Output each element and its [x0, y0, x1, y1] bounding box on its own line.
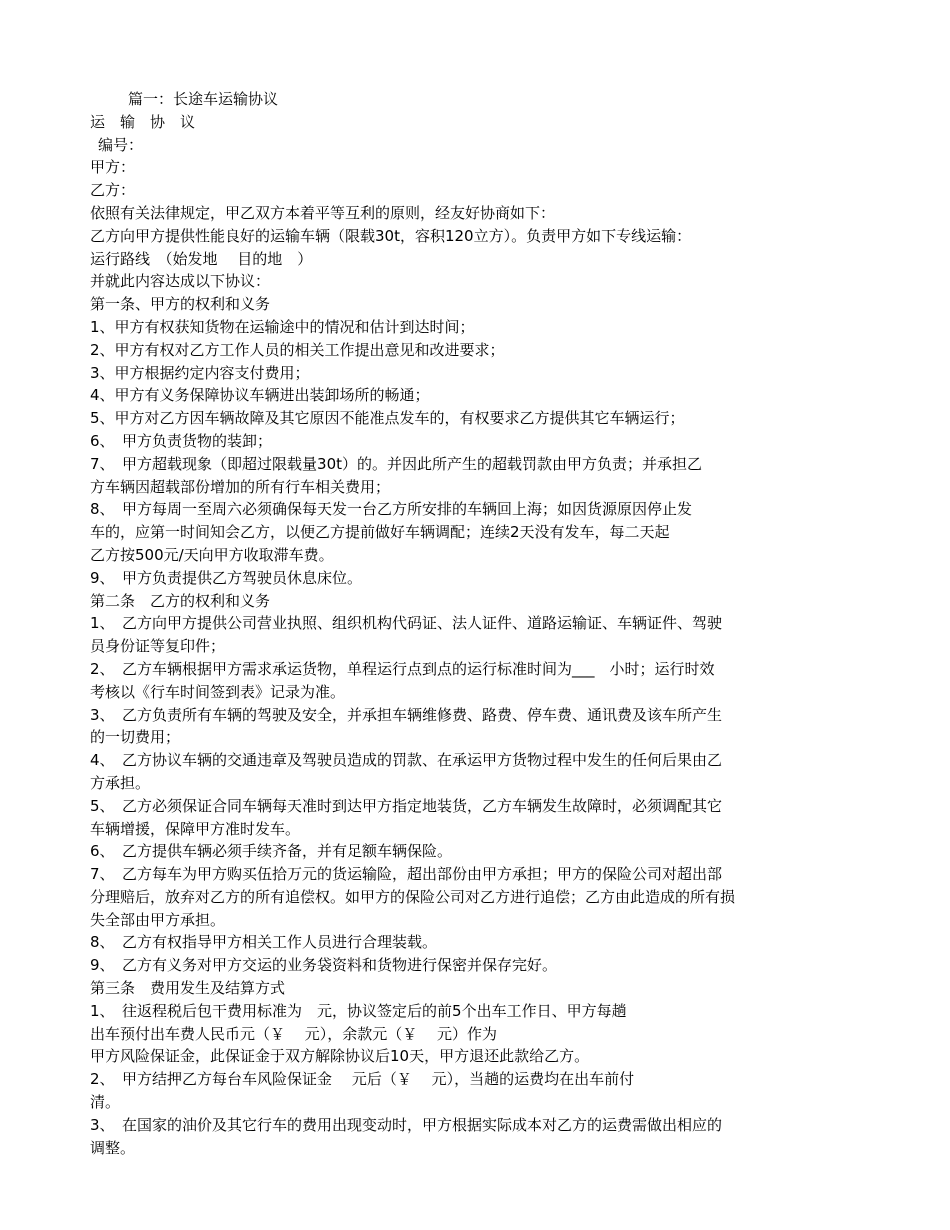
clause-line: 车辆增援，保障甲方准时发车。 [90, 819, 301, 838]
clause-line: 车的，应第一时间知会乙方，以便乙方提前做好车辆调配；连续2天没有发车，每二天起 [90, 523, 670, 542]
clause-line: 1、 往返程税后包干费用标准为 元，协议签定后的前5个出车工作日、甲方每趟 [90, 1001, 627, 1020]
clause-line: 乙方按500元/天向甲方收取滞车费。 [90, 545, 334, 564]
clause-line: 1、甲方有权获知货物在运输途中的情况和估计到达时间； [90, 317, 475, 336]
document-heading: 篇一：长途车运输协议 [128, 90, 279, 108]
clause-line: 7、 甲方超载现象（即超过限载量30t）的。并因此所产生的超载罚款由甲方负责；并承担乙 [90, 454, 703, 473]
clause-line: 调整。 [90, 1138, 136, 1157]
clause-line: 的一切费用； [90, 728, 181, 747]
clause-line: 3、甲方根据约定内容支付费用； [90, 363, 310, 382]
clause-line: 方车辆因超载部份增加的所有行车相关费用； [90, 477, 391, 496]
paragraph-line: 乙方向甲方提供性能良好的运输车辆（限载30t，容积120立方）。负责甲方如下专线运输： [90, 226, 692, 245]
clause-line: 9、 乙方有义务对甲方交运的业务袋资料和货物进行保密并保存完好。 [90, 956, 558, 975]
clause-line: 失全部由甲方承担。 [90, 910, 226, 929]
clause-line: 3、 乙方负责所有车辆的驾驶及安全，并承担车辆维修费、路费、停车费、通讯费及该车所产生 [90, 705, 723, 724]
section-heading: 第三条 费用发生及结算方式 [90, 979, 286, 998]
clause-line: 4、甲方有义务保障协议车辆进出装卸场所的畅通； [90, 386, 430, 405]
clause-line: 5、 乙方必须保证合同车辆每天准时到达甲方指定地装货，乙方车辆发生故障时，必须调配其它 [90, 796, 723, 815]
clause-line: 2、 甲方结押乙方每台车风险保证金 元后（￥ 元），当趟的运费均在出车前付 [90, 1070, 635, 1089]
clause-line: 6、 乙方提供车辆必须手续齐备，并有足额车辆保险。 [90, 842, 453, 861]
paragraph-line: 依照有关法律规定，甲乙双方本着平等互利的原则，经友好协商如下： [90, 203, 556, 222]
agreement-title: 运 输 协 议 [90, 112, 196, 131]
party-b-label: 乙方： [90, 181, 136, 200]
paragraph-line: 并就此内容达成以下协议： [90, 272, 271, 291]
clause-line: 出车预付出车费人民币元（￥ 元），余款元（￥ 元）作为 [90, 1024, 498, 1043]
document-body [90, 88, 790, 1159]
clause-line: 8、 甲方每周一至周六必须确保每天发一台乙方所安排的车辆回上海；如因货源原因停止发 [90, 500, 693, 519]
clause-line: 甲方风险保证金，此保证金于双方解除协议后10天，甲方退还此款给乙方。 [90, 1047, 590, 1066]
clause-line: 分理赔后，放弃对乙方的所有追偿权。如甲方的保险公司对乙方进行追偿；乙方由此造成的所有损 [90, 887, 736, 906]
paragraph-line: 运行路线 （始发地 目的地 ） [90, 249, 313, 268]
clause-line: 9、 甲方负责提供乙方驾驶员休息床位。 [90, 568, 363, 587]
clause-line: 6、 甲方负责货物的装卸； [90, 431, 273, 450]
clause-line: 考核以《行车时间签到表》记录为准。 [90, 682, 346, 701]
clause-line: 1、 乙方向甲方提供公司营业执照、组织机构代码证、法人证件、道路运输证、车辆证件、驾驶 [90, 614, 723, 633]
clause-line: 方承担。 [90, 773, 151, 792]
section-heading: 第二条 乙方的权利和义务 [90, 591, 271, 610]
clause-line: 2、甲方有权对乙方工作人员的相关工作提出意见和改进要求； [90, 340, 505, 359]
party-a-label: 甲方： [90, 158, 136, 177]
clause-line: 4、 乙方协议车辆的交通违章及驾驶员造成的罚款、在承运甲方货物过程中发生的任何后果由乙 [90, 751, 723, 770]
clause-line: 清。 [90, 1093, 121, 1112]
clause-line: 8、 乙方有权指导甲方相关工作人员进行合理装载。 [90, 933, 438, 952]
clause-line: 2、 乙方车辆根据甲方需求承运货物，单程运行点到点的运行标准时间为___ 小时；运行时效 [90, 659, 715, 678]
section-heading: 第一条、甲方的权利和义务 [90, 295, 271, 314]
clause-line: 5、甲方对乙方因车辆故障及其它原因不能准点发车的，有权要求乙方提供其它车辆运行； [90, 409, 685, 428]
clause-line: 员身份证等复印件； [90, 637, 226, 656]
serial-number-label: 编号： [98, 135, 144, 154]
clause-line: 7、 乙方每车为甲方购买伍拾万元的货运输险，超出部份由甲方承担；甲方的保险公司对超出部 [90, 865, 723, 884]
clause-line: 3、 在国家的油价及其它行车的费用出现变动时，甲方根据实际成本对乙方的运费需做出相应的 [90, 1115, 723, 1134]
